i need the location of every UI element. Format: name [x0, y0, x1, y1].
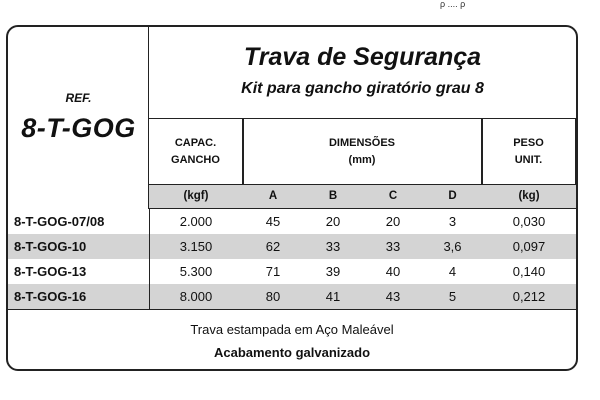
cell-capacidade: 3.150 [179, 239, 213, 254]
header-capacidade: CAPAC. GANCHO [149, 119, 243, 184]
product-title: Trava de Segurança [243, 43, 482, 71]
column-divider [243, 119, 244, 184]
cell-d: 4 [448, 264, 457, 279]
cell-capacidade: 5.300 [179, 264, 213, 279]
cell-b: 33 [325, 239, 341, 254]
cell-b: 39 [325, 264, 341, 279]
unit-c: C [388, 190, 398, 202]
cell-c: 40 [385, 264, 401, 279]
column-divider [482, 119, 483, 184]
cell-a: 62 [265, 239, 281, 254]
cell-peso: 0,140 [512, 264, 546, 279]
table-row [8, 259, 576, 284]
ref-block [8, 27, 149, 209]
cell-c: 43 [385, 289, 401, 304]
header-peso: PESO UNIT. [482, 119, 576, 184]
cell-peso: 0,030 [512, 214, 546, 229]
cell-ref: 8-T-GOG-13 [14, 264, 87, 279]
material-note: Trava estampada em Aço Maleável [190, 322, 394, 337]
cell-peso: 0,097 [512, 239, 546, 254]
cell-peso: 0,212 [512, 289, 546, 304]
units-row [149, 184, 576, 209]
product-subtitle: Kit para gancho giratório grau 8 [241, 80, 484, 97]
cell-capacidade: 2.000 [179, 214, 213, 229]
cell-ref: 8-T-GOG-07/08 [14, 214, 105, 229]
table-row [8, 209, 576, 234]
ref-label: REF. [65, 91, 92, 105]
cell-c: 33 [385, 239, 401, 254]
cell-b: 20 [325, 214, 341, 229]
corner-mark: ρ .... ρ [440, 0, 466, 9]
cell-ref: 8-T-GOG-16 [14, 289, 87, 304]
header-dimensoes: DIMENSÕES (mm) [243, 119, 482, 184]
cell-d: 3 [448, 214, 457, 229]
table-row [8, 234, 576, 259]
cell-b: 41 [325, 289, 341, 304]
cell-ref: 8-T-GOG-10 [14, 239, 87, 254]
column-divider [149, 209, 150, 309]
unit-kg: (kg) [518, 190, 540, 202]
finish-note: Acabamento galvanizado [213, 345, 371, 360]
spec-card [6, 25, 578, 371]
table-row [8, 284, 576, 309]
unit-d: D [448, 190, 457, 202]
ref-code: 8-T-GOG [21, 113, 136, 143]
cell-a: 45 [265, 214, 281, 229]
cell-d: 5 [448, 289, 457, 304]
cell-a: 80 [265, 289, 281, 304]
cell-capacidade: 8.000 [179, 289, 213, 304]
cell-d: 3,6 [443, 239, 462, 254]
unit-kgf: (kgf) [183, 190, 209, 202]
unit-a: A [268, 190, 278, 202]
cell-a: 71 [265, 264, 281, 279]
title-block [149, 27, 576, 119]
unit-b: B [328, 190, 338, 202]
cell-c: 20 [385, 214, 401, 229]
footer-divider [8, 309, 576, 310]
